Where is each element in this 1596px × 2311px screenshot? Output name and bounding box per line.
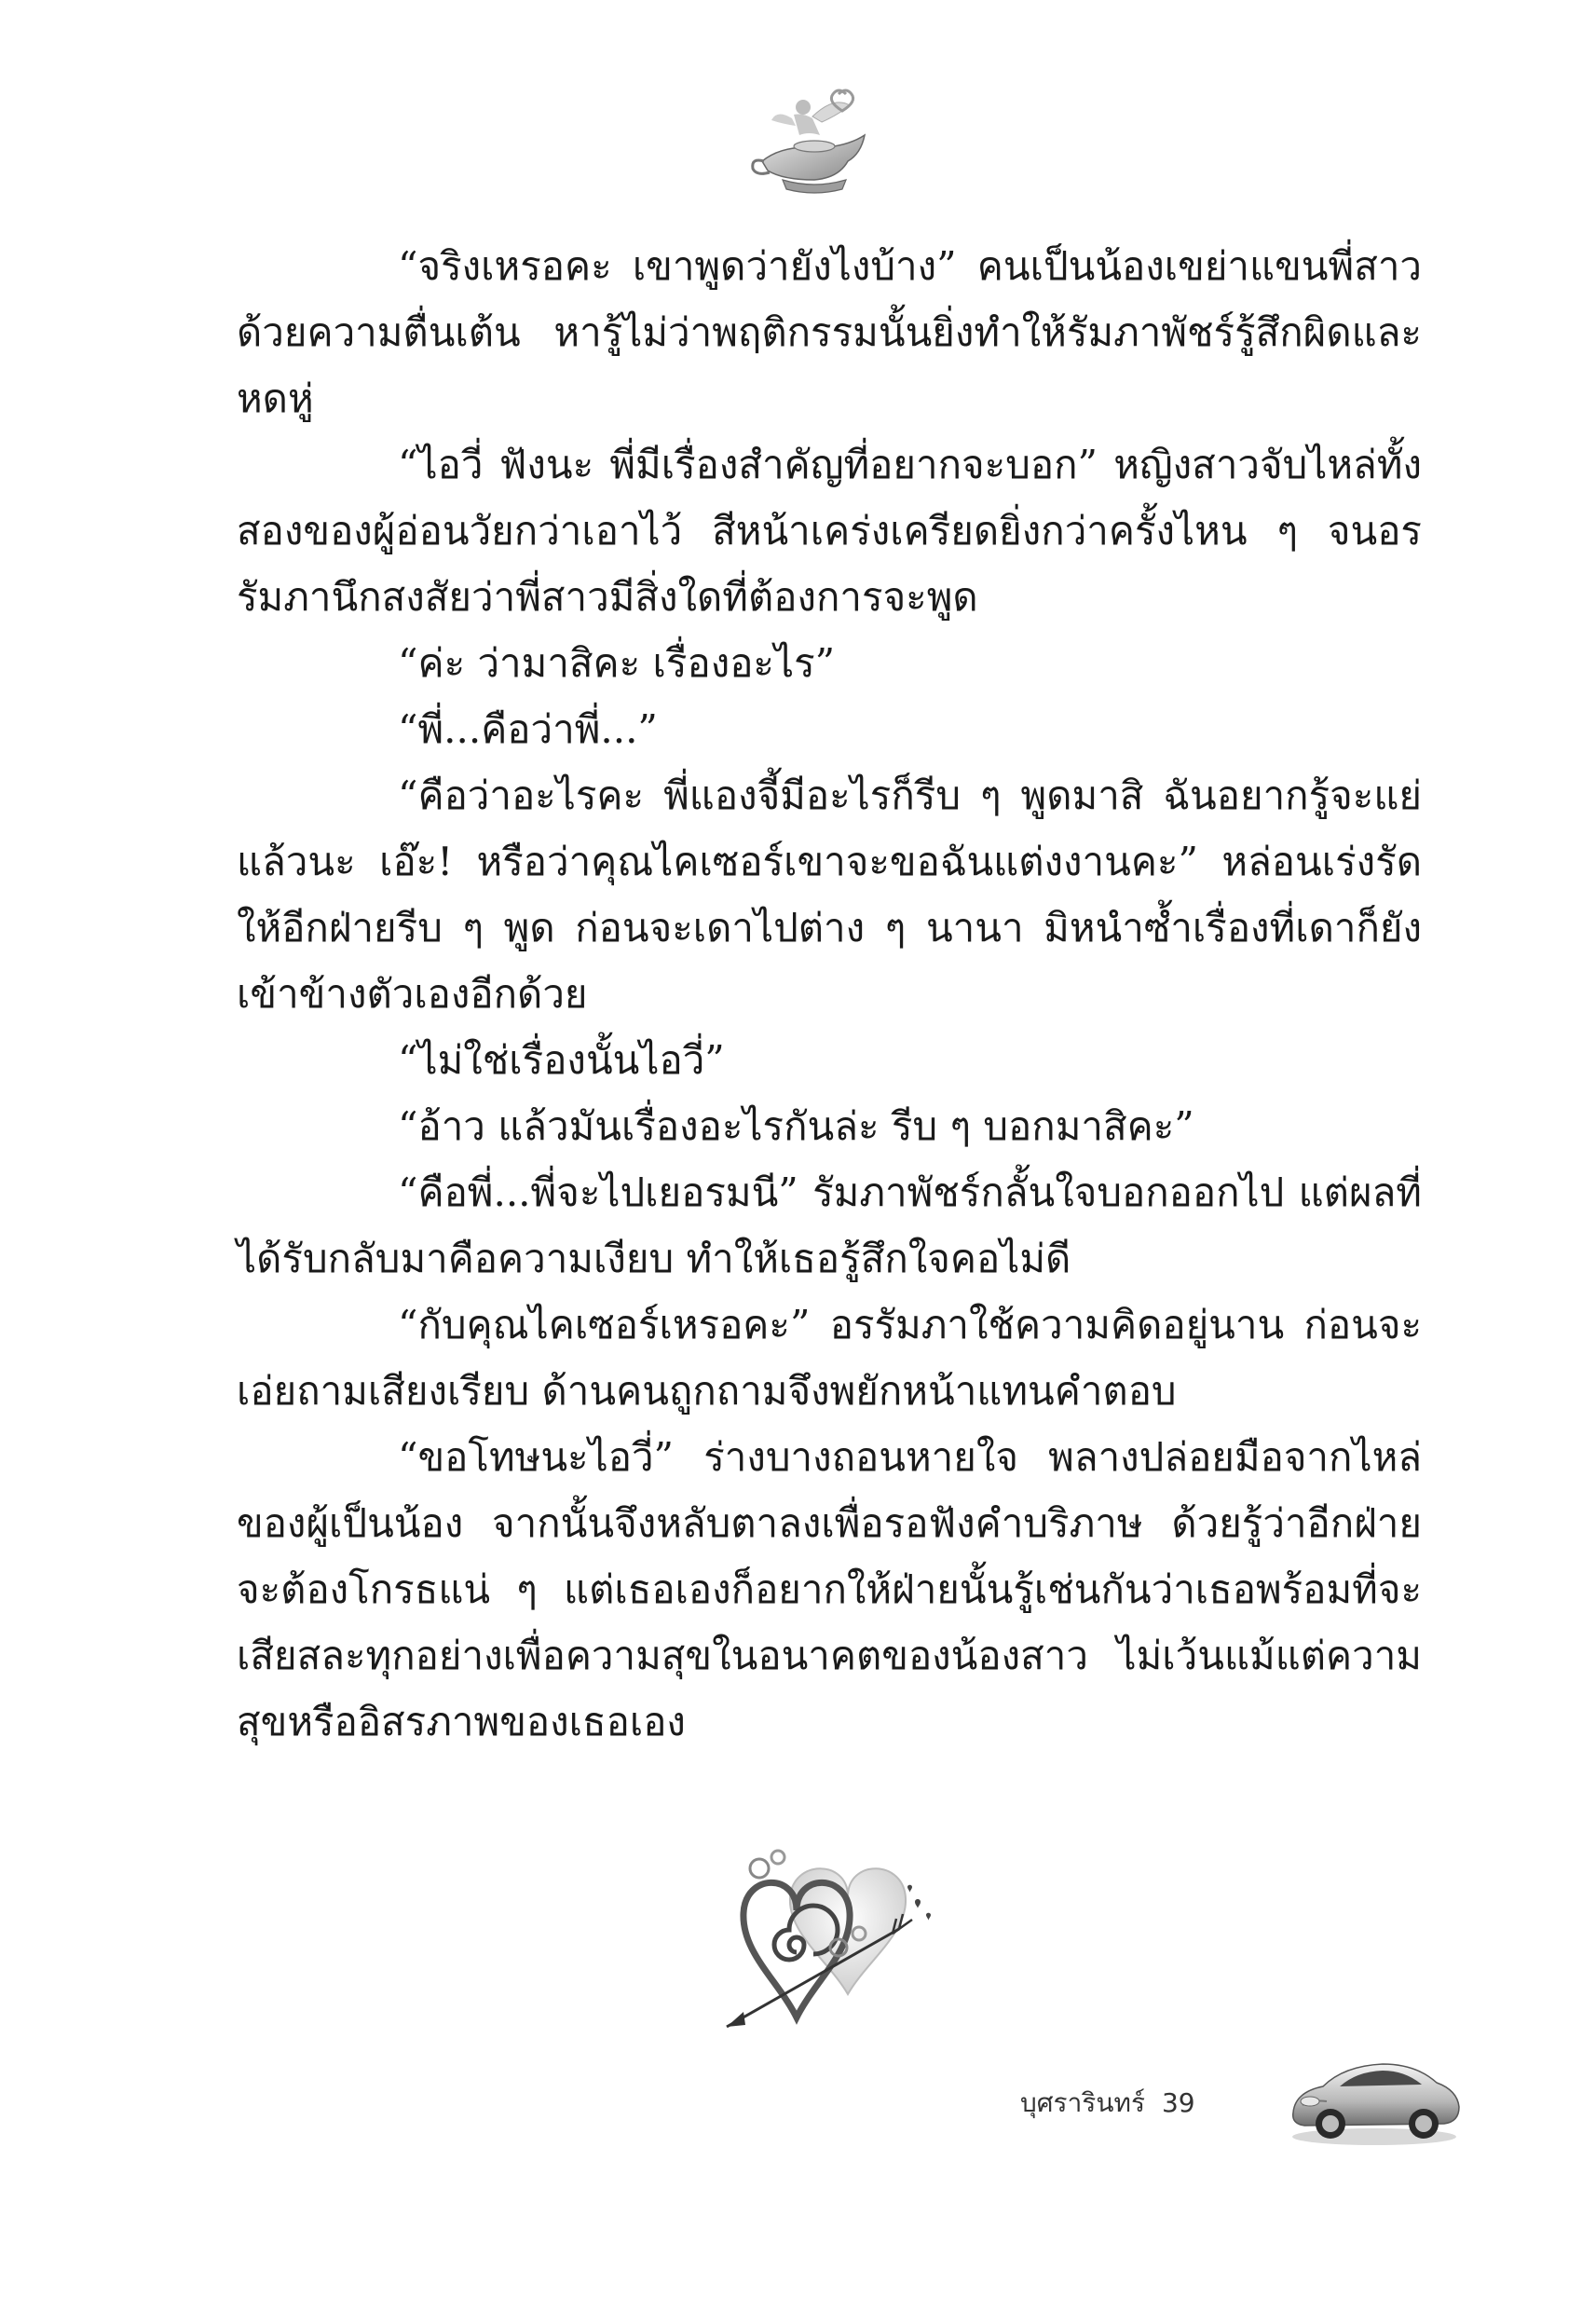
author-name: บุศรารินทร์ (1020, 2087, 1145, 2118)
paragraph: “ไม่ใช่เรื่องนั้นไอวี่” (398, 1037, 725, 1083)
body-text (237, 233, 1422, 1755)
page-footer (1020, 2083, 1195, 2124)
paragraph: “กับคุณไคเซอร์เหรอคะ” อรรัมภาใช้ความคิดอยู่นาน ก่อนจะเอ่ยถามเสียงเรียบ ด้านคนถูกถามจึงพยักหน้าแทนคำตอบ (237, 1302, 1422, 1414)
paragraph: “คือพี่...พี่จะไปเยอรมนี” รัมภาพัชร์กลั้นใจบอกออกไป แต่ผลที่ได้รับกลับมาคือความเงียบ ทำให้เธอรู้สึกใจคอไม่ดี (237, 1169, 1422, 1281)
paragraph: “ขอโทษนะไอวี่” ร่างบางถอนหายใจ พลางปล่อยมือจากไหล่ของผู้เป็นน้อง จากนั้นจึงหลับตาลงเพื่อรอฟังคำบริภาษ ด้วยรู้ว่าอีกฝ่ายจะต้องโกรธแน่ ๆ แต่เธอเองก็อยากให้ฝ่ายนั้นรู้เช่นกันว่าเธอพร้อมที่จะเสียสละทุกอย่างเพื่อความสุขในอนาคตของน้องสาว ไม่เว้นแม้แต่ความสุขหรืออิสรภาพของเธอเอง (237, 1434, 1422, 1744)
heart-arrow-icon (708, 1840, 941, 2045)
car-icon (1286, 2045, 1463, 2148)
page-number: 39 (1161, 2087, 1195, 2118)
paragraph: “พี่...คือว่าพี่...” (398, 706, 658, 752)
paragraph: “ไอวี่ ฟังนะ พี่มีเรื่องสำคัญที่อยากจะบอก” หญิงสาวจับไหล่ทั้งสองของผู้อ่อนวัยกว่าเอาไว้ สีหน้าเคร่งเครียดยิ่งกว่าครั้งไหน ๆ จนอรรัมภานึกสงสัยว่าพี่สาวมีสิ่งใดที่ต้องการจะพูด (237, 442, 1422, 620)
paragraph: “จริงเหรอคะ เขาพูดว่ายังไงบ้าง” คนเป็นน้องเขย่าแขนพี่สาวด้วยความตื่นเต้น หารู้ไม่ว่าพฤติกรรมนั้นยิ่งทำให้รัมภาพัชร์รู้สึกผิดและหดหู่ (237, 243, 1422, 421)
paragraph: “ค่ะ ว่ามาสิคะ เรื่องอะไร” (398, 640, 836, 686)
paragraph: “อ้าว แล้วมันเรื่องอะไรกันล่ะ รีบ ๆ บอกมาสิคะ” (398, 1103, 1194, 1149)
genie-lamp-cupid-icon (745, 89, 885, 200)
paragraph: “คือว่าอะไรคะ พี่แองจี้มีอะไรก็รีบ ๆ พูดมาสิ ฉันอยากรู้จะแย่แล้วนะ เอ๊ะ! หรือว่าคุณไคเซอร์เขาจะขอฉันแต่งงานคะ” หล่อนเร่งรัดให้อีกฝ่ายรีบ ๆ พูด ก่อนจะเดาไปต่าง ๆ นานา มิหนำซ้ำเรื่องที่เดาก็ยังเข้าข้างตัวเองอีกด้วย (237, 773, 1422, 1017)
